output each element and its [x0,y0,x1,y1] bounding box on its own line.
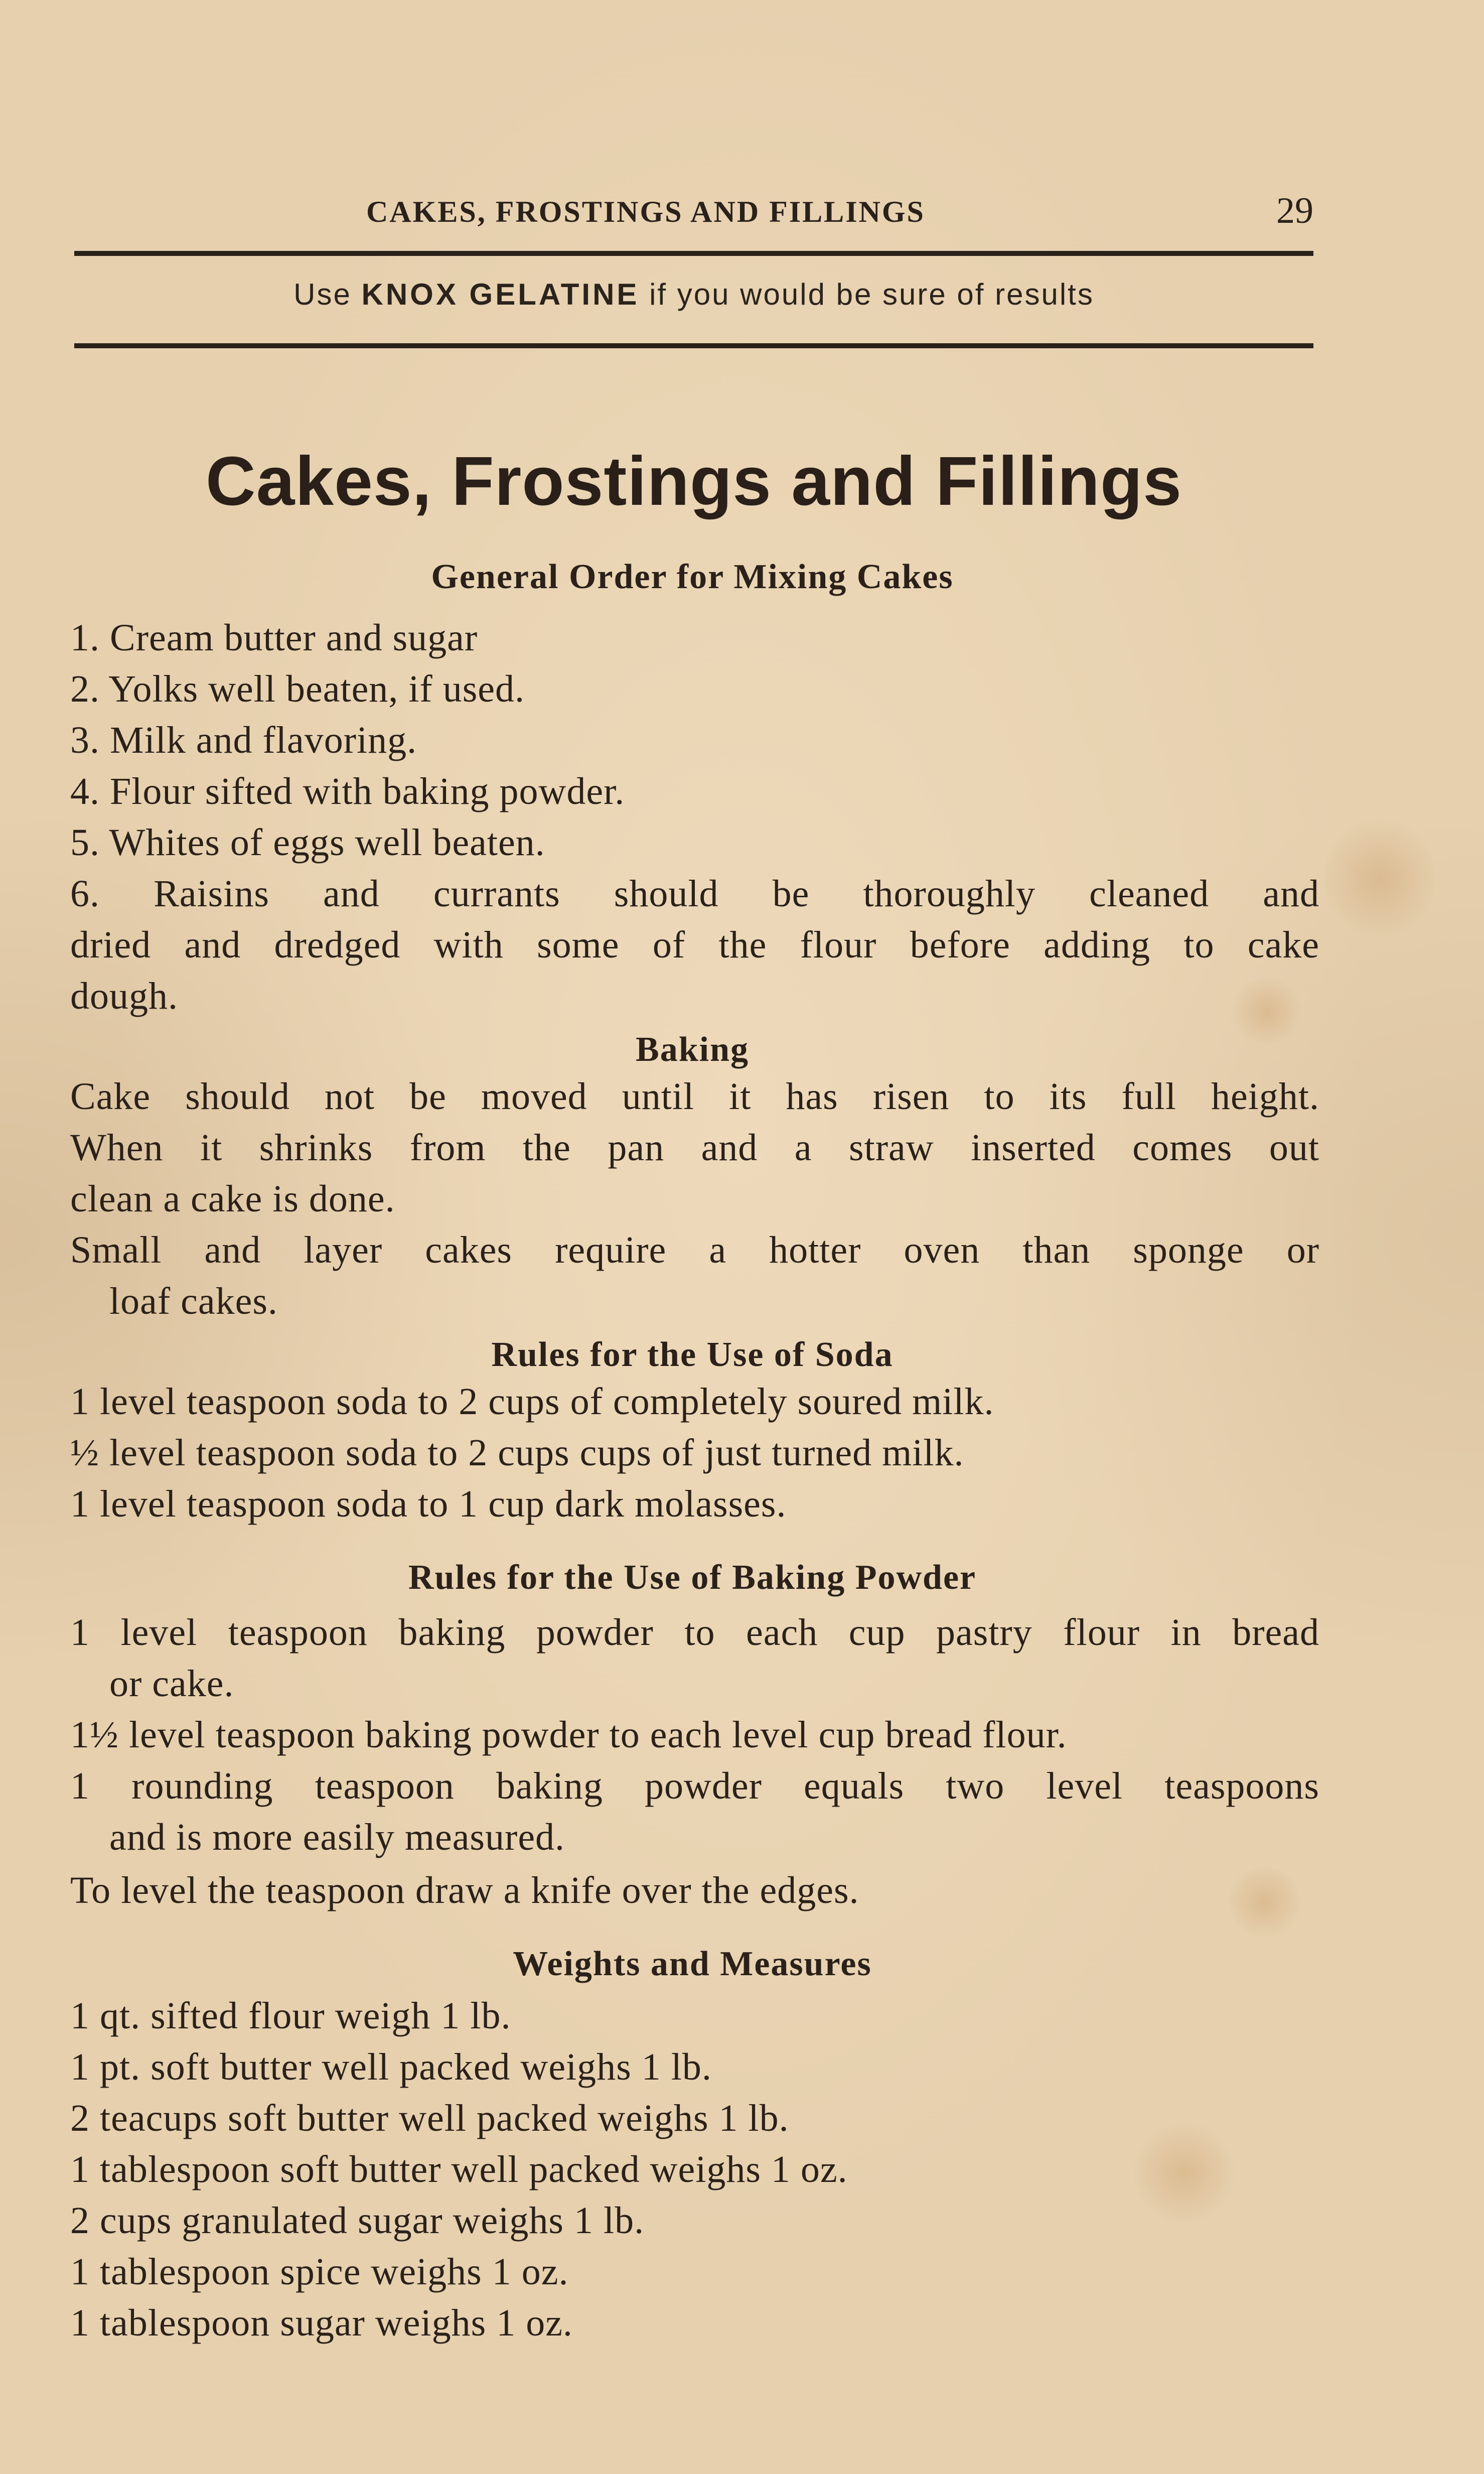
weight-measure: 1 tablespoon sugar weighs 1 oz. [70,2302,573,2344]
section-heading-baking: Baking [636,1030,749,1069]
running-title: CAKES, FROSTINGS AND FILLINGS [366,195,925,228]
weight-measure: 1 qt. sifted flour weigh 1 lb. [70,1995,511,2037]
section-heading-baking-powder: Rules for the Use of Baking Powder [408,1558,977,1597]
weight-measure: 2 cups granulated sugar weighs 1 lb. [70,2200,645,2242]
baking-text: When it shrinks from the pan and a straw inserted comes out [70,1127,1319,1169]
section-heading-mixing: General Order for Mixing Cakes [431,558,954,596]
page-title: Cakes, Frostings and Fillings [205,443,1182,520]
soda-rule: 1 level teaspoon soda to 2 cups of completely soured milk. [70,1381,994,1423]
section-heading-soda: Rules for the Use of Soda [491,1335,894,1374]
section-heading-weights: Weights and Measures [513,1945,872,1983]
baking-powder-rule: 1 level teaspoon baking powder to each cup pastry flour in bread [70,1611,1319,1654]
mixing-step: 2. Yolks well beaten, if used. [70,668,525,710]
mixing-step: 1. Cream butter and sugar [70,617,478,659]
paper-stain [1224,1867,1304,1937]
baking-text: Small and layer cakes require a hotter oven than sponge or [70,1229,1319,1271]
weight-measure: 1 tablespoon spice weighs 1 oz. [70,2251,569,2293]
mixing-step: 3. Milk and flavoring. [70,719,417,761]
paper-stain [1324,813,1435,943]
running-head [74,190,1313,235]
tagline [74,277,1313,312]
tagline-prefix: Use [293,278,362,311]
mixing-step: 5. Whites of eggs well beaten. [70,821,545,864]
weight-measure: 1 tablespoon soft butter well packed weighs 1 oz. [70,2148,848,2190]
baking-text: clean a cake is done. [70,1178,395,1220]
weight-measure: 1 pt. soft butter well packed weighs 1 lb. [70,2046,712,2088]
baking-powder-rule: To level the teaspoon draw a knife over the edges. [70,1869,859,1911]
baking-powder-rule: 1 rounding teaspoon baking powder equals two level teaspoons [70,1765,1319,1807]
baking-powder-rule: 1½ level teaspoon baking powder to each level cup bread flour. [70,1714,1067,1756]
tagline-suffix: if you would be sure of results [639,278,1094,311]
weight-measure: 2 teacups soft butter well packed weighs 1 lb. [70,2097,789,2139]
baking-text: Cake should not be moved until it has risen to its full height. [70,1075,1319,1118]
tagline-brand: KNOX GELATINE [361,278,640,311]
mixing-step: 4. Flour sifted with baking powder. [70,770,625,812]
baking-powder-rule: and is more easily measured. [109,1816,565,1858]
header-rule-top [74,251,1313,256]
baking-text: loaf cakes. [109,1280,278,1322]
mixing-step-continued: dried and dredged with some of the flour before adding to cake [70,924,1319,966]
mixing-step-continued: dough. [70,975,178,1017]
header-rule-bottom [74,343,1313,348]
mixing-step: 6. Raisins and currants should be thoroughly cleaned and [70,873,1319,915]
baking-powder-rule: or cake. [109,1663,234,1705]
soda-rule: ½ level teaspoon soda to 2 cups cups of just turned milk. [70,1432,964,1474]
page-number: 29 [1276,190,1313,231]
soda-rule: 1 level teaspoon soda to 1 cup dark molasses. [70,1483,787,1525]
paper-stain [1129,2123,1239,2223]
